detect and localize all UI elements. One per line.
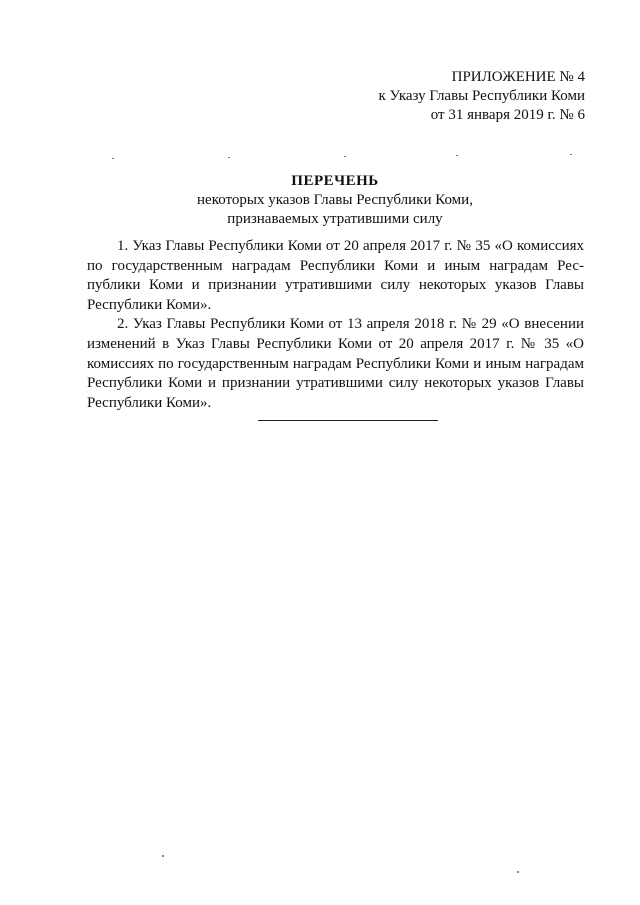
list-item-2: 2. Указ Главы Республики Коми от 13 апреля 2018 г. № 29 «О внесении изменений в Указ Главы Республики Коми от 20 апреля 2017 г. № 35 «О комиссиях по государственным наградам Республики Коми и иным наградам Республики Коми и признании утратившими силу некоторых указов Главы Республики Коми». [87,316,584,411]
appendix-decree-date: от 31 января 2019 г. № 6 [430,107,585,123]
scan-speck [517,871,519,873]
document-body [87,237,584,413]
scan-speck [456,155,458,156]
title-subtitle-line1: некоторых указов Главы Республики Коми, [197,192,473,208]
scan-speck [570,154,572,155]
scan-speck [162,855,164,857]
appendix-decree-ref: к Указу Главы Республики Коми [378,88,585,104]
appendix-number: ПРИЛОЖЕНИЕ № 4 [451,69,585,85]
scan-speck [112,158,114,159]
document-title [0,172,640,229]
scan-specks [100,152,580,162]
list-item-1: 1. Указ Главы Республики Коми от 20 апреля 2017 г. № 35 «О комиссиях по государственным наградам Республики Коми и иным наградам Республики Коми и признании утратившими силу некоторых указов Главы Республики Коми». [87,238,584,313]
end-divider [258,420,438,421]
title-heading: ПЕРЕЧЕНЬ [291,173,379,189]
title-subtitle-line2: признаваемых утратившими силу [227,211,443,227]
scan-speck [344,156,346,157]
appendix-header [378,68,585,125]
scan-speck [228,157,230,158]
